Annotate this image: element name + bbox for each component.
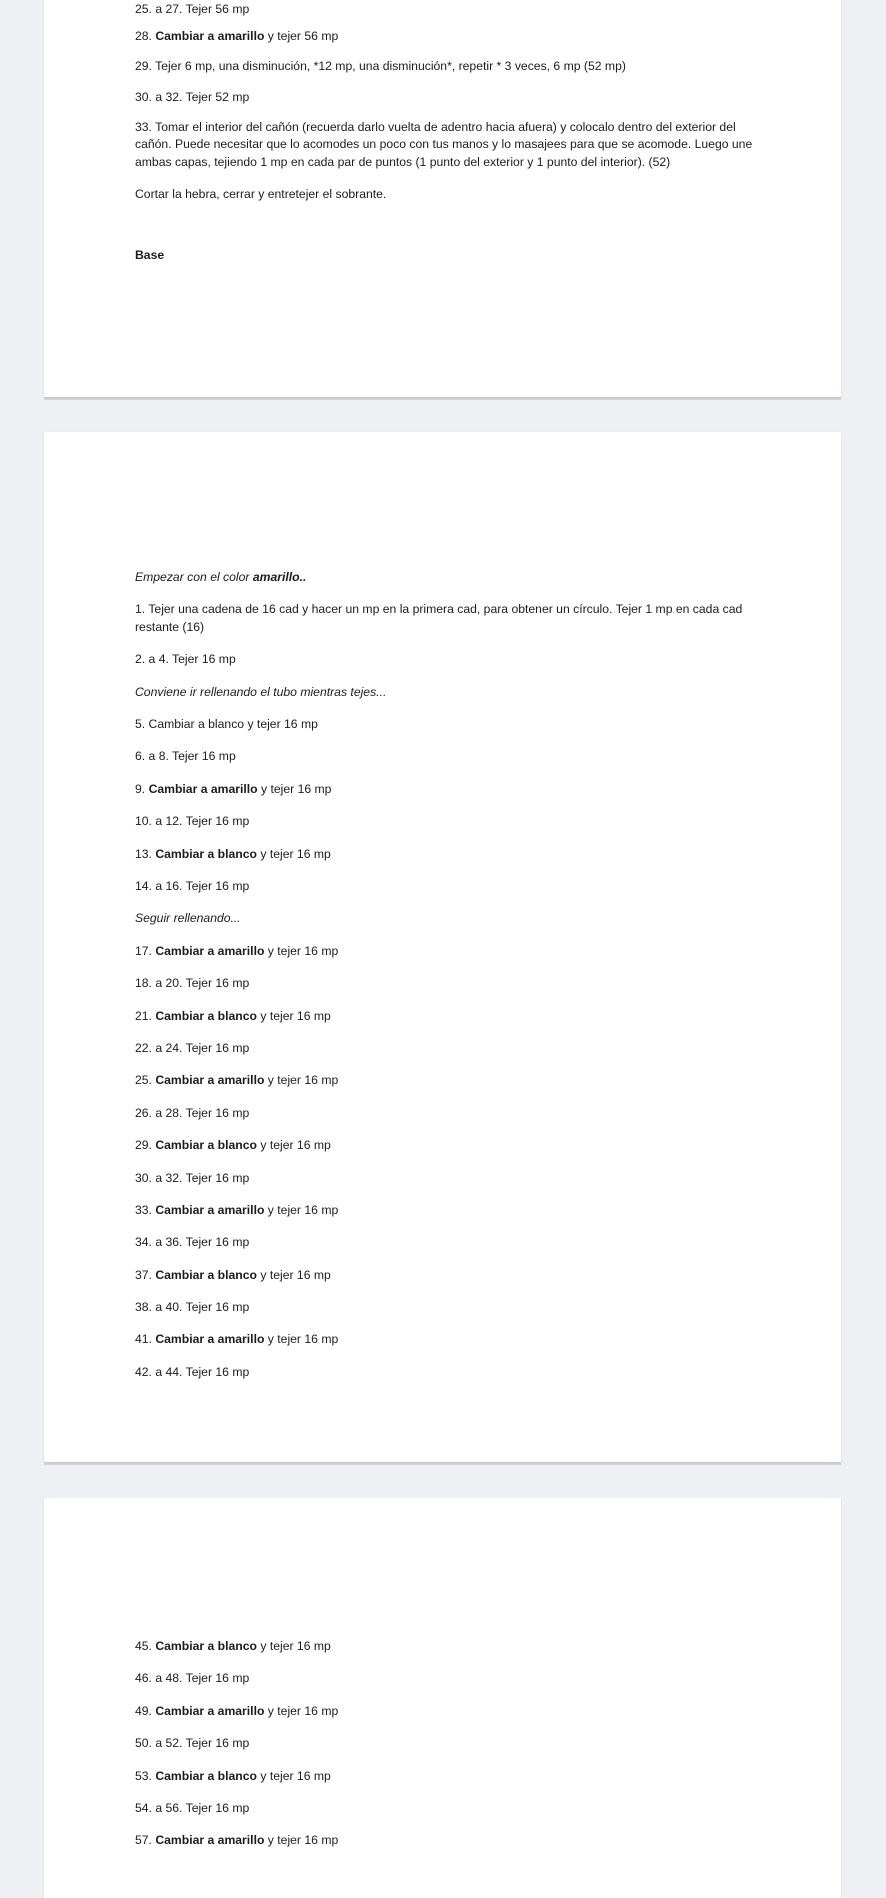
- pattern-row-21: 21. Cambiar a blanco y tejer 16 mp: [135, 1008, 331, 1023]
- finish-instruction: Cortar la hebra, cerrar y entretejer el sobrante.: [135, 186, 387, 201]
- pattern-row-1: 1. Tejer una cadena de 16 cad y hacer un mp en la primera cad, para obtener un círculo. Tejer 1 mp en cada cad restante (16): [135, 602, 743, 634]
- pattern-row-26: 26. a 28. Tejer 16 mp: [135, 1105, 250, 1120]
- pattern-row-30: 30. a 32. Tejer 52 mp: [135, 89, 250, 104]
- pattern-row-28: 28. Cambiar a amarillo y tejer 56 mp: [135, 28, 339, 43]
- pattern-row-2: 2. a 4. Tejer 16 mp: [135, 652, 236, 667]
- pattern-row-22: 22. a 24. Tejer 16 mp: [135, 1040, 250, 1055]
- page-3-content: [135, 1638, 775, 1865]
- pattern-row-29: 29. Cambiar a blanco y tejer 16 mp: [135, 1138, 331, 1153]
- color-change-label: Cambiar a amarillo: [155, 28, 265, 43]
- pattern-row-10: 10. a 12. Tejer 16 mp: [135, 814, 250, 829]
- pattern-row-53: 53. Cambiar a blanco y tejer 16 mp: [135, 1768, 331, 1783]
- pattern-row-45: 45. Cambiar a blanco y tejer 16 mp: [135, 1639, 331, 1653]
- stuffing-note: Conviene ir rellenando el tubo mientras tejes...: [135, 684, 387, 699]
- pattern-row-38: 38. a 40. Tejer 16 mp: [135, 1300, 250, 1315]
- stuffing-note: Seguir rellenando...: [135, 911, 241, 926]
- pattern-row-5: 5. Cambiar a blanco y tejer 16 mp: [135, 717, 318, 732]
- document-page-3: [44, 1498, 841, 1898]
- pattern-row-9: 9. Cambiar a amarillo y tejer 16 mp: [135, 781, 332, 796]
- pattern-row-41: 41. Cambiar a amarillo y tejer 16 mp: [135, 1332, 339, 1347]
- pattern-row-6: 6. a 8. Tejer 16 mp: [135, 749, 236, 764]
- pattern-row-13: 13. Cambiar a blanco y tejer 16 mp: [135, 846, 331, 861]
- pattern-row-17: 17. Cambiar a amarillo y tejer 16 mp: [135, 943, 339, 958]
- start-color-note: Empezar con el color amarillo..: [135, 570, 307, 584]
- pattern-row-34: 34. a 36. Tejer 16 mp: [135, 1235, 250, 1250]
- page-1-content: [135, 1, 775, 278]
- pattern-row-54: 54. a 56. Tejer 16 mp: [135, 1800, 250, 1815]
- page-2-content: [135, 569, 775, 1396]
- pattern-row-29: 29. Tejer 6 mp, una disminución, *12 mp, una disminución*, repetir * 3 veces, 6 mp (52 mp): [135, 59, 626, 73]
- pattern-row-50: 50. a 52. Tejer 16 mp: [135, 1736, 250, 1751]
- pattern-row-46: 46. a 48. Tejer 16 mp: [135, 1671, 250, 1686]
- pattern-row-25: 25. a 27. Tejer 56 mp: [135, 2, 250, 16]
- pattern-row-37: 37. Cambiar a blanco y tejer 16 mp: [135, 1267, 331, 1282]
- pattern-row-33: 33. Cambiar a amarillo y tejer 16 mp: [135, 1202, 339, 1217]
- pattern-row-57: 57. Cambiar a amarillo y tejer 16 mp: [135, 1833, 339, 1848]
- document-page-1: [44, 0, 841, 397]
- pattern-row-42: 42. a 44. Tejer 16 mp: [135, 1364, 250, 1379]
- pattern-row-49: 49. Cambiar a amarillo y tejer 16 mp: [135, 1703, 339, 1718]
- pattern-row-18: 18. a 20. Tejer 16 mp: [135, 976, 250, 991]
- pattern-row-14: 14. a 16. Tejer 16 mp: [135, 879, 250, 894]
- pattern-row-30: 30. a 32. Tejer 16 mp: [135, 1170, 250, 1185]
- pattern-row-25: 25. Cambiar a amarillo y tejer 16 mp: [135, 1073, 339, 1088]
- section-title: Base: [135, 248, 165, 263]
- pattern-row-33: 33. Tomar el interior del cañón (recuerda darlo vuelta de adentro hacia afuera) y colocalo dentro del exterior del cañón. Puede necesitar que lo acomodes un poco con tus manos y lo masajees para que se acomode. Luego une ambas capas, tejiendo 1 mp en cada par de puntos (1 punto del exterior y 1 punto del interior). (52): [135, 120, 753, 169]
- document-page-2: [44, 432, 841, 1462]
